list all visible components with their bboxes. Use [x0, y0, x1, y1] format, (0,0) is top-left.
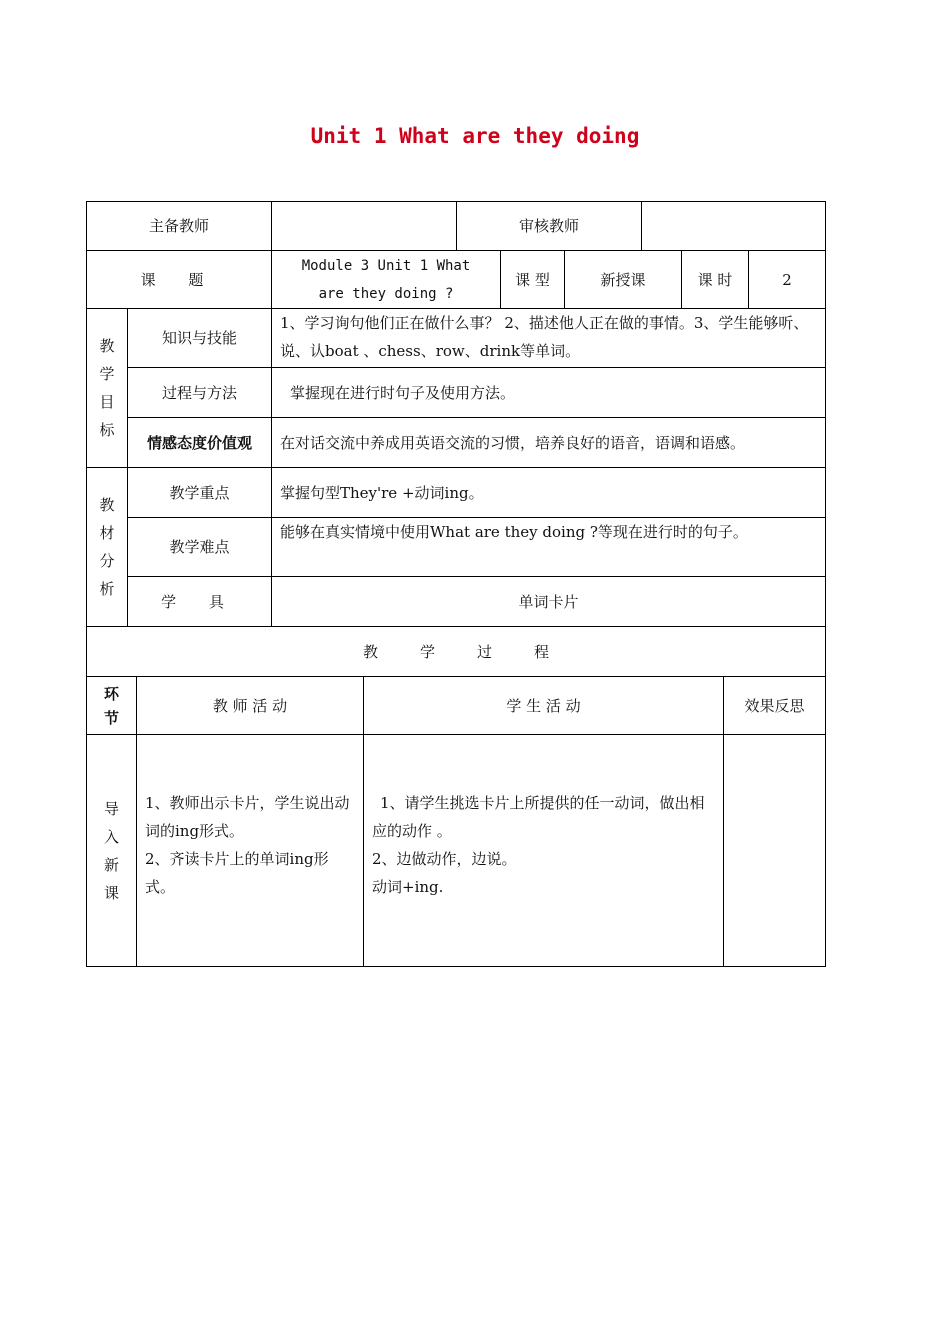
- teacher-activity-1: 1、教师出示卡片，学生说出动词的ing形式。: [145, 794, 350, 840]
- teacher-activity-2: 2、齐读卡片上的单词ing形式。: [145, 850, 329, 896]
- analysis-label-tools: 学 具: [127, 576, 272, 627]
- process-reflection-cell: [723, 734, 826, 967]
- objective-content-knowledge: 1、学习询句他们正在做什么事？ 2、描述他人正在做的事情。3、学生能够听、说、认boat 、chess、row、drink等单词。: [271, 308, 826, 368]
- review-teacher-label: 审核教师: [456, 201, 642, 251]
- period-value: 2: [748, 250, 826, 309]
- process-teacher-cell: [136, 734, 364, 967]
- page-title: Unit 1 What are they doing: [310, 124, 640, 148]
- period-label: 课 时: [681, 250, 749, 309]
- process-heading: 教学过程: [86, 626, 826, 677]
- col-stage-header: [86, 676, 137, 735]
- process-stage-text: 导入新课: [103, 799, 119, 902]
- analysis-label-difficulty: 教学难点: [127, 517, 272, 577]
- student-activity-2: 2、边做动作，边说。: [372, 850, 517, 868]
- col-student-header: 学 生 活 动: [363, 676, 724, 735]
- topic-label: 课 题: [86, 250, 272, 309]
- objective-label-knowledge: 知识与技能: [127, 308, 272, 368]
- type-label: 课 型: [500, 250, 565, 309]
- process-stage-cell: [86, 734, 137, 967]
- analysis-group-text: 教材分析: [99, 496, 115, 598]
- review-teacher-value: [641, 201, 826, 251]
- analysis-label-key: 教学重点: [127, 467, 272, 518]
- student-activity-3: 动词+ing.: [372, 878, 444, 896]
- objective-content-emotion: 在对话交流中养成用英语交流的习惯，培养良好的语音，语调和语感。: [271, 417, 826, 468]
- objective-label-process: 过程与方法: [127, 367, 272, 418]
- col-reflection-header: 效果反思: [723, 676, 826, 735]
- main-teacher-value: [271, 201, 457, 251]
- analysis-content-key: 掌握句型They're +动词ing。: [271, 467, 826, 518]
- type-value: 新授课: [564, 250, 682, 309]
- col-teacher-header: 教 师 活 动: [136, 676, 364, 735]
- main-teacher-label: 主备教师: [86, 201, 272, 251]
- objectives-group-label: [86, 308, 128, 468]
- student-activity-1: 1、请学生挑选卡片上所提供的任一动词，做出相应的动作 。: [372, 794, 705, 840]
- col-stage-text: 环节: [103, 684, 119, 727]
- objective-label-emotion: 情感态度价值观: [127, 417, 272, 468]
- analysis-content-tools: 单词卡片: [271, 576, 826, 627]
- process-student-cell: [363, 734, 724, 967]
- analysis-content-difficulty: 能够在真实情境中使用What are they doing ?等现在进行时的句子。: [271, 517, 826, 577]
- analysis-group-label: [86, 467, 128, 627]
- topic-value: Module 3 Unit 1 What are they doing ?: [271, 250, 501, 309]
- objective-content-process: 掌握现在进行时句子及使用方法。: [271, 367, 826, 418]
- objectives-group-text: 教学目标: [99, 337, 115, 439]
